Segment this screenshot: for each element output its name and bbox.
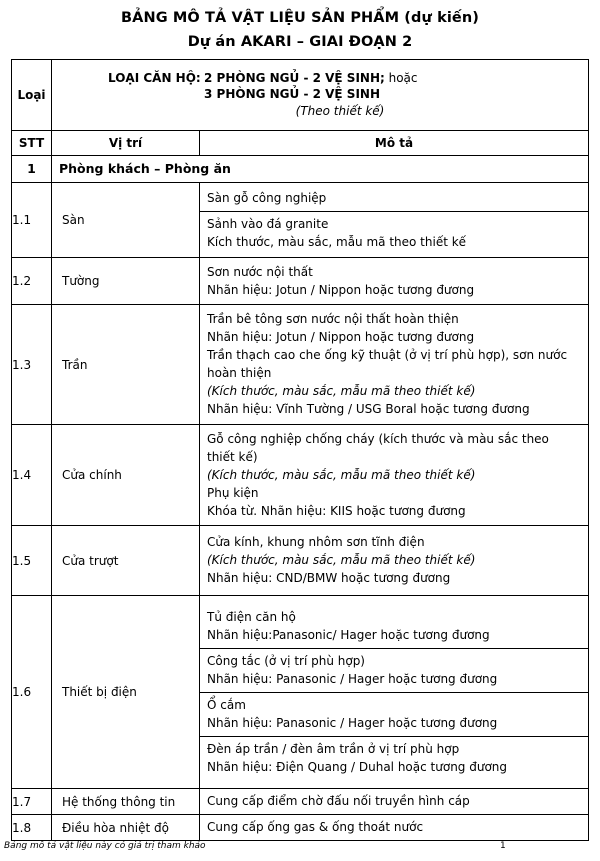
description-block [200, 186, 588, 211]
table-row [12, 183, 589, 258]
row-description [200, 425, 589, 526]
section-number: 1 [12, 156, 52, 183]
description-line: (Kích thước, màu sắc, mẫu mã theo thiết kế) [207, 384, 476, 398]
description-line: Sàn gỗ công nghiệp [207, 190, 327, 205]
description-line: Đèn áp trần / đèn âm trần ở vị trí phù hợp [207, 741, 460, 756]
description-line: Nhãn hiệu: Jotun / Nippon hoặc tương đương [207, 330, 475, 344]
table-row [12, 305, 589, 425]
row-position: Sàn [52, 183, 200, 258]
description-line: Nhãn hiệu:Panasonic/ Hager hoặc tương đương [207, 627, 490, 642]
row-position: Cửa trượt [52, 526, 200, 596]
table-row [12, 425, 589, 526]
row-description [200, 526, 589, 596]
description-line: Nhãn hiệu: Vĩnh Tường / USG Boral hoặc tương đương [207, 402, 530, 416]
description-block [200, 605, 588, 648]
description-line: Nhãn hiệu: Jotun / Nippon hoặc tương đương [207, 282, 475, 297]
apartment-type-or: hoặc [384, 71, 418, 85]
type-label: Loại [12, 60, 52, 131]
apartment-type-cell [52, 60, 589, 131]
column-header-row [12, 131, 589, 156]
table-row [12, 789, 589, 815]
section-name: Phòng khách – Phòng ăn [52, 156, 589, 183]
description-line: Cung cấp ống gas & ống thoát nước [207, 820, 424, 834]
apartment-type-row [12, 60, 589, 131]
description-block [200, 307, 588, 422]
description-line: Trần bê tông sơn nước nội thất hoàn thiện [207, 312, 459, 326]
row-stt: 1.8 [12, 815, 52, 841]
description-line: Nhãn hiệu: Panasonic / Hager hoặc tương đương [207, 715, 498, 730]
description-block [200, 648, 588, 692]
description-line: Kích thước, màu sắc, mẫu mã theo thiết kế [207, 234, 467, 249]
row-stt: 1.3 [12, 305, 52, 425]
apartment-type-value-2: 3 PHÒNG NGỦ - 2 VỆ SINH [204, 87, 380, 101]
description-line: Gỗ công nghiệp chống cháy (kích thước và màu sắc theo thiết kế) [207, 431, 549, 464]
row-description [200, 305, 589, 425]
table-row [12, 526, 589, 596]
row-stt: 1.7 [12, 789, 52, 815]
description-line: Sảnh vào đá granite [207, 216, 329, 231]
row-description [200, 258, 589, 305]
apartment-type-value-1: 2 PHÒNG NGỦ - 2 VỆ SINH; [204, 71, 385, 85]
page-number: 1 [500, 841, 506, 851]
row-position: Điều hòa nhiệt độ [52, 815, 200, 841]
row-position: Tường [52, 258, 200, 305]
apartment-type-key: LOẠI CĂN HỘ: [108, 71, 201, 85]
description-line: Sơn nước nội thất [207, 264, 313, 279]
description-line: Cung cấp điểm chờ đấu nối truyền hình cáp [207, 794, 470, 808]
footer-note: Bảng mô tả vật liệu này có giá trị tham khảo [4, 841, 206, 851]
materials-table [11, 59, 589, 841]
design-note: (Theo thiết kế) [295, 104, 385, 118]
col-header-description: Mô tả [200, 131, 589, 156]
description-block [200, 211, 588, 255]
row-description [200, 789, 589, 815]
table-row [12, 596, 589, 789]
table-row [12, 258, 589, 305]
description-line: Nhãn hiệu: CND/BMW hoặc tương đương [207, 571, 451, 585]
description-block [200, 427, 588, 524]
description-line: Nhãn hiệu: Panasonic / Hager hoặc tương đương [207, 671, 498, 686]
description-line: Phụ kiện [207, 485, 259, 500]
row-position: Trần [52, 305, 200, 425]
col-header-position: Vị trí [52, 131, 200, 156]
row-stt: 1.1 [12, 183, 52, 258]
description-block [200, 260, 588, 303]
description-block [200, 736, 588, 780]
row-stt: 1.5 [12, 526, 52, 596]
row-position: Cửa chính [52, 425, 200, 526]
description-block [200, 692, 588, 736]
description-block [200, 530, 588, 591]
description-line: Khóa từ. Nhãn hiệu: KIIS hoặc tương đương [207, 503, 466, 518]
row-description [200, 596, 589, 789]
row-stt: 1.4 [12, 425, 52, 526]
row-stt: 1.2 [12, 258, 52, 305]
description-line: (Kích thước, màu sắc, mẫu mã theo thiết kế) [207, 553, 476, 567]
description-line: Ổ cắm [207, 697, 246, 712]
description-line: Cửa kính, khung nhôm sơn tĩnh điện [207, 535, 425, 549]
row-description [200, 183, 589, 258]
table-row [12, 815, 589, 841]
description-block [200, 815, 588, 840]
row-position: Thiết bị điện [52, 596, 200, 789]
row-stt: 1.6 [12, 596, 52, 789]
description-line: Trần thạch cao che ống kỹ thuật (ở vị trí phù hợp), sơn nước hoàn thiện [207, 348, 568, 380]
col-header-stt: STT [12, 131, 52, 156]
project-subtitle: Dự án AKARI – GIAI ĐOẠN 2 [187, 34, 413, 50]
document-title: BẢNG MÔ TẢ VẬT LIỆU SẢN PHẨM (dự kiến) [121, 10, 479, 26]
row-position: Hệ thống thông tin [52, 789, 200, 815]
description-line: (Kích thước, màu sắc, mẫu mã theo thiết kế) [207, 467, 476, 482]
description-line: Tủ điện căn hộ [207, 609, 296, 624]
description-block [200, 789, 588, 814]
section-row [12, 156, 589, 183]
row-description [200, 815, 589, 841]
description-line: Nhãn hiệu: Điện Quang / Duhal hoặc tương đương [207, 759, 508, 774]
description-line: Công tắc (ở vị trí phù hợp) [207, 653, 365, 668]
